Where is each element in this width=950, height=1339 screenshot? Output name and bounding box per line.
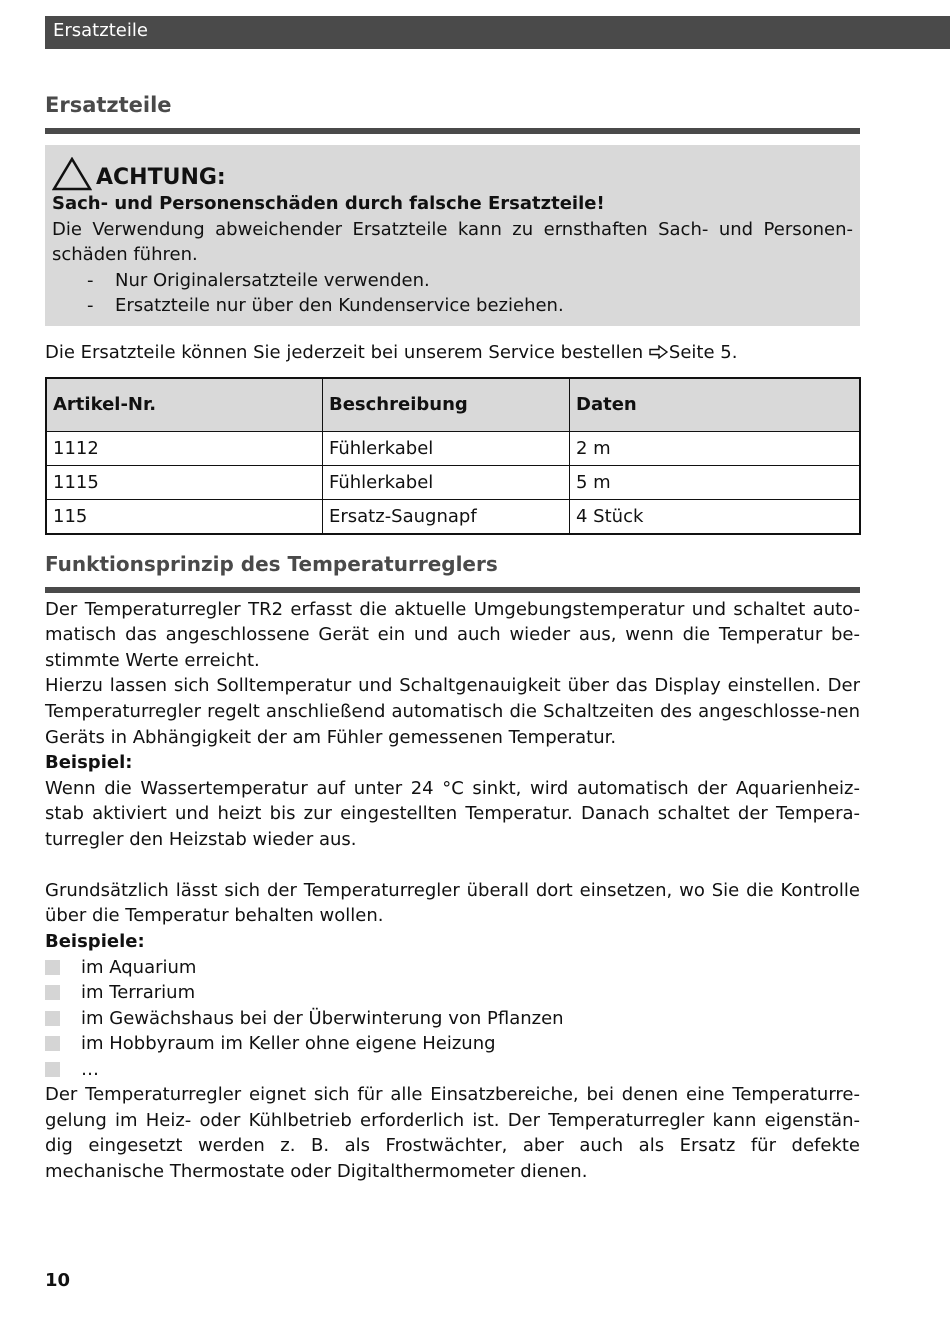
column-header: Artikel-Nr.: [46, 378, 323, 432]
warning-title-row: [52, 155, 853, 191]
table-cell: Ersatz-Saugnapf: [323, 499, 570, 534]
warning-item: - Nur Originalersatzteile verwenden.: [52, 268, 853, 294]
section-heading-ersatzteile: Ersatzteile: [45, 90, 860, 134]
paragraph: Der Temperaturregler TR2 erfasst die aktuelle Umgebungstemperatur und schaltet auto-matisch das angeschlossene Gerät ein und auch wieder aus, wenn die Temperatur be-stimmte Werte erreicht.: [45, 598, 860, 671]
list-item: [45, 980, 860, 1006]
spare-parts-table: [45, 377, 861, 535]
bullet-square-icon: [45, 1036, 60, 1051]
table-cell: Fühlerkabel: [323, 465, 570, 499]
paragraph: Grundsätzlich lässt sich der Temperaturregler überall dort einsetzen, wo Sie die Kontrolle über die Temperatur behalten wollen.: [45, 879, 860, 927]
list-item: [45, 954, 860, 980]
page-number: 10: [45, 1270, 71, 1291]
warning-triangle-icon: [52, 157, 92, 191]
list-item-text: im Hobbyraum im Keller ohne eigene Heizung: [81, 1033, 496, 1055]
warning-text: Die Verwendung abweichender Ersatzteile kann zu ernsthaften Sach- und Personen-schäden führen.: [52, 218, 853, 266]
bullet-square-icon: [45, 960, 60, 975]
warning-box: [45, 145, 860, 326]
table-cell: 5 m: [570, 465, 861, 499]
spare-parts-intro: [45, 340, 860, 366]
table-row: [46, 499, 860, 534]
list-item-text: im Terrarium: [81, 982, 196, 1004]
bullet-square-icon: [45, 985, 60, 1000]
page-reference-link[interactable]: Seite 5.: [668, 341, 738, 363]
intro-text: Die Ersatzteile können Sie jederzeit bei unserem Service bestellen: [45, 341, 649, 363]
table-row: [46, 431, 860, 465]
table-header-row: [46, 378, 860, 432]
header-title: Ersatzteile: [53, 20, 148, 41]
table-cell: 1115: [46, 465, 323, 499]
paragraph: Der Temperaturregler eignet sich für alle Einsatzbereiche, bei denen eine Temperaturre-gelung im Heiz- oder Kühlbetrieb erforderlich ist. Der Temperaturregler kann eigenstän-dig eingesetzt werden z. B. als Frostwächter, aber auch als Ersatz für defekte mechanische Thermostate oder Digitalthermometer dienen.: [45, 1084, 860, 1183]
column-header: Daten: [570, 378, 861, 432]
warning-item-text: Nur Originalersatzteile verwenden.: [115, 269, 430, 291]
warning-item: - Ersatzteile nur über den Kundenservice beziehen.: [52, 293, 853, 319]
list-item: [45, 1057, 860, 1083]
table-cell: 2 m: [570, 431, 861, 465]
column-header: Beschreibung: [323, 378, 570, 432]
warning-item-text: Ersatzteile nur über den Kundenservice beziehen.: [115, 295, 564, 317]
page-content: [45, 90, 860, 1185]
arrow-right-icon: [649, 345, 669, 359]
examples-label: Beispiele:: [45, 930, 145, 952]
header-bar: [45, 16, 950, 49]
table-cell: 1112: [46, 431, 323, 465]
example-label: Beispiel:: [45, 752, 133, 774]
list-item-text: …: [81, 1058, 99, 1080]
list-item-text: im Gewächshaus bei der Überwinterung von Pflanzen: [81, 1007, 564, 1029]
table-cell: 4 Stück: [570, 499, 861, 534]
examples-list: [45, 954, 860, 1082]
bullet-square-icon: [45, 1062, 60, 1077]
list-item-text: im Aquarium: [81, 956, 197, 978]
example-text: Wenn die Wassertemperatur auf unter 24 °C sinkt, wird automatisch der Aquarienheiz-stab aktiviert und heizt bis zur eingestellten Temperatur. Danach schaltet der Tempera-turregler den Heizstab wieder aus.: [45, 777, 860, 850]
warning-subtitle: Sach- und Personenschäden durch falsche Ersatzteile!: [52, 193, 605, 214]
table-row: [46, 465, 860, 499]
bullet-square-icon: [45, 1011, 60, 1026]
warning-title: ACHTUNG:: [96, 165, 226, 190]
table-cell: Fühlerkabel: [323, 431, 570, 465]
list-item: [45, 1005, 860, 1031]
paragraph: Hierzu lassen sich Solltemperatur und Schaltgenauigkeit über das Display einstellen. Der Temperaturregler regelt anschließend automatisch die Schaltzeiten des angeschlosse-nen Geräts in Abhängigkeit der am Fühler gemessenen Temperatur.: [45, 675, 860, 748]
list-item: [45, 1031, 860, 1057]
section-heading-funktionsprinzip: Funktionsprinzip des Temperaturreglers: [45, 549, 860, 593]
table-cell: 115: [46, 499, 323, 534]
